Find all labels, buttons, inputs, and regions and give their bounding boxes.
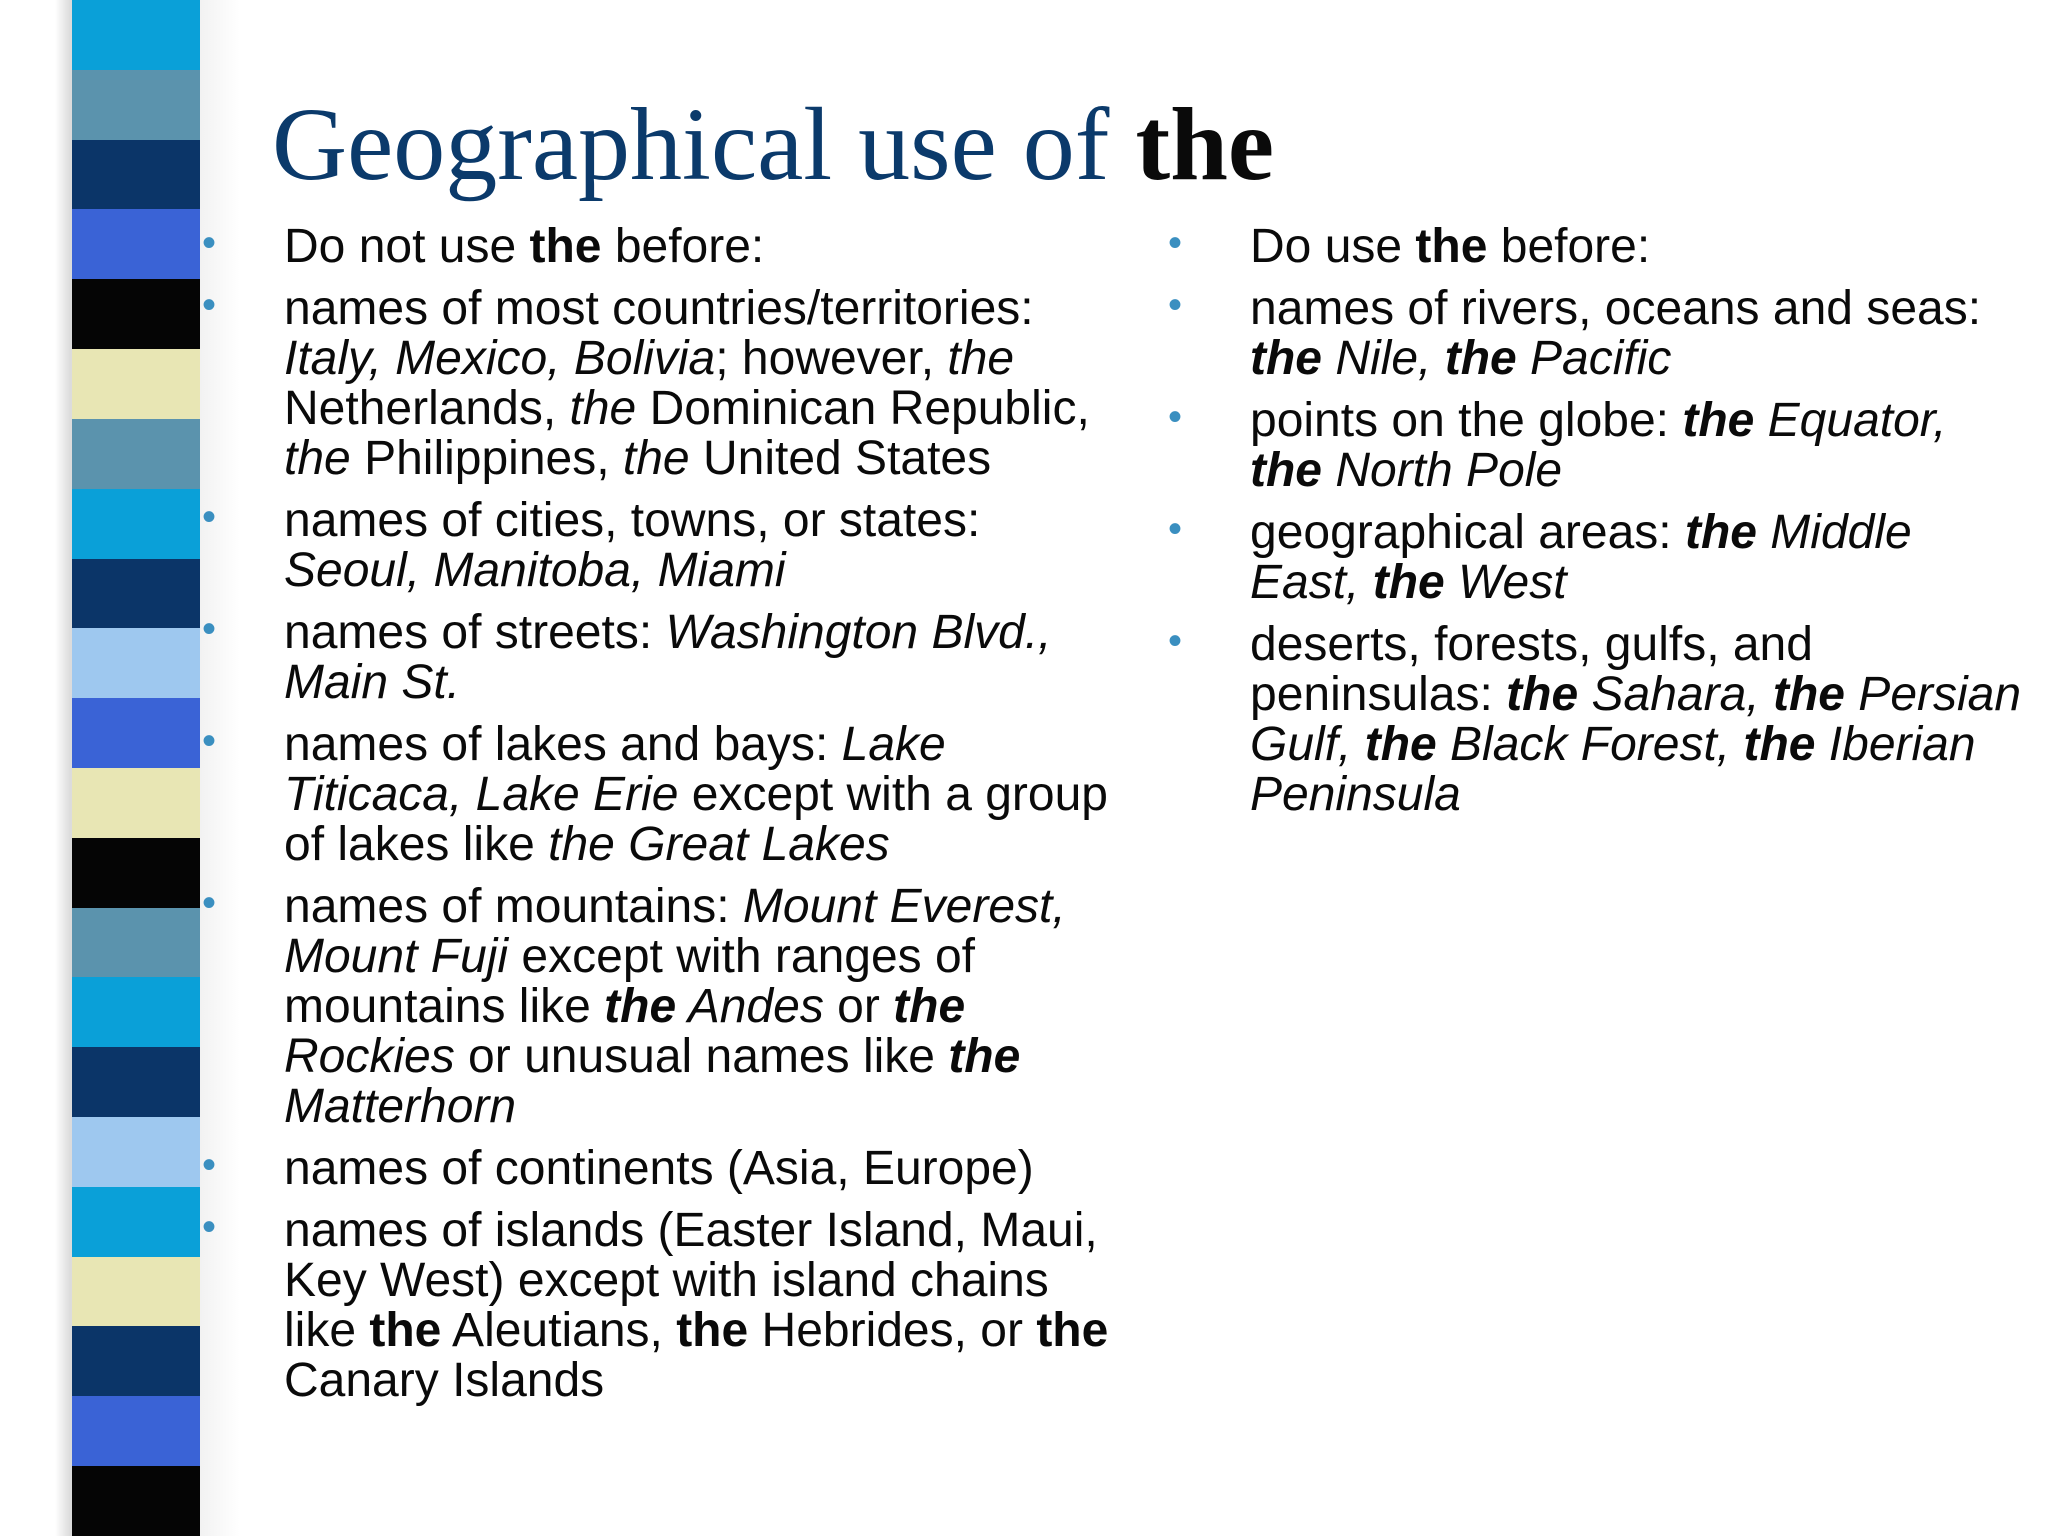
bullet-text-segment: names of cities, towns, or states: xyxy=(284,494,981,547)
bullet-text-segment: Black Forest, xyxy=(1436,718,1744,771)
slide-title-bold: the xyxy=(1135,87,1275,202)
stripe-segment xyxy=(72,1187,200,1257)
bullet-text-segment: the xyxy=(1364,718,1437,771)
stripe-segment xyxy=(72,489,200,559)
bullet-text-segment: the xyxy=(604,980,677,1033)
bullet-text-segment: geographical areas: xyxy=(1250,506,1685,559)
slide-title-regular: Geographical use of xyxy=(272,87,1136,202)
left-bullet-item xyxy=(202,222,1122,272)
right-bullet-item xyxy=(1168,396,2028,496)
bullet-dot-icon: • xyxy=(202,881,217,925)
bullet-text-segment: Middle East, xyxy=(1250,506,1912,609)
stripe-segment xyxy=(72,628,200,698)
slide-title xyxy=(272,88,1274,202)
bullet-text-segment: Mount Everest, Mount Fuji xyxy=(284,880,1066,983)
bullet-text-segment: the xyxy=(1036,1304,1109,1357)
bullet-text-segment: Equator, xyxy=(1754,394,1947,447)
left-bullet-item xyxy=(202,496,1122,596)
bullet-text-segment: the xyxy=(1506,668,1579,721)
stripe-segment xyxy=(72,349,200,419)
bullet-text-segment: names of mountains: xyxy=(284,880,743,933)
bullet-text-segment: Philippines, xyxy=(350,432,623,485)
bullet-text-segment: names of most countries/territories: xyxy=(284,282,1034,335)
bullet-text-segment: deserts, forests, gulfs, and peninsulas: xyxy=(1250,618,1813,721)
bullet-text-segment: except with ranges of mountains like xyxy=(284,930,976,1033)
bullet-text-segment: names of lakes and bays: xyxy=(284,718,842,771)
bullet-dot-icon: • xyxy=(1168,507,1183,551)
bullet-text-segment: points on the globe: xyxy=(1250,394,1683,447)
bullet-text-segment: Andes xyxy=(676,980,824,1033)
bullet-text-segment: Washington Blvd., Main St. xyxy=(284,606,1052,709)
bullet-text-segment: the xyxy=(1743,718,1816,771)
bullet-text-segment: or unusual names like xyxy=(454,1030,949,1083)
bullet-text-segment: the xyxy=(1684,506,1757,559)
bullet-dot-icon: • xyxy=(202,719,217,763)
bullet-text-segment: the Great Lakes xyxy=(548,818,890,871)
bullet-text-segment: the xyxy=(1250,444,1322,497)
bullet-text-segment: the xyxy=(1250,332,1322,385)
stripe-segment xyxy=(72,419,200,489)
decorative-stripe-bar xyxy=(72,0,200,1536)
bullet-text-segment: Canary Islands xyxy=(284,1354,605,1407)
bullet-text-segment: before: xyxy=(601,220,765,273)
bullet-text-segment: the xyxy=(1372,556,1445,609)
left-bullet-item xyxy=(202,608,1122,708)
stripe-segment xyxy=(72,559,200,629)
stripe-segment xyxy=(72,1047,200,1117)
stripe-segment xyxy=(72,1117,200,1187)
bullet-text-segment: Italy, Mexico, Bolivia xyxy=(284,332,716,385)
bullet-text-segment: the xyxy=(676,1304,749,1357)
bullet-dot-icon: • xyxy=(202,1205,217,1249)
bullet-dot-icon: • xyxy=(1168,221,1183,265)
bullet-text-segment: Pacific xyxy=(1516,332,1672,385)
bullet-text-segment: Seoul, Manitoba, Miami xyxy=(284,544,786,597)
bullet-dot-icon: • xyxy=(202,1143,217,1187)
bullet-text-segment: the xyxy=(947,332,1015,385)
bullet-dot-icon: • xyxy=(202,283,217,327)
bullet-text-segment: the xyxy=(569,382,637,435)
bullet-text-segment: names of rivers, oceans and seas: xyxy=(1250,282,1982,335)
bullet-text-segment: except with a group of lakes like xyxy=(284,768,1108,871)
bullet-text-segment: Aleutians, xyxy=(441,1304,677,1357)
right-bullet-list xyxy=(1168,222,2028,832)
bullet-text-segment: names of islands (Easter Island, Maui, Key West) except with island chains like xyxy=(284,1204,1098,1357)
bullet-text-segment: Do use xyxy=(1250,220,1416,273)
bullet-text-segment: Persian Gulf, xyxy=(1250,668,2022,771)
bullet-text-segment: Do not use xyxy=(284,220,530,273)
bullet-text-segment: Lake Titicaca, Lake Erie xyxy=(284,718,946,821)
stripe-segment xyxy=(72,1396,200,1466)
bullet-text-segment: the xyxy=(893,980,966,1033)
left-bullet-list xyxy=(202,222,1122,1418)
stripe-segment xyxy=(72,838,200,908)
right-bullet-item xyxy=(1168,508,2028,608)
left-bullet-item xyxy=(202,1144,1122,1194)
bullet-text-segment: Rockies xyxy=(284,1030,455,1083)
bullet-text-segment: North Pole xyxy=(1322,444,1563,497)
bullet-text-segment: the xyxy=(1772,668,1845,721)
bullet-text-segment: or xyxy=(823,980,894,1033)
stripe-segment xyxy=(72,70,200,140)
bullet-text-segment: the xyxy=(1444,332,1517,385)
bullet-dot-icon: • xyxy=(202,221,217,265)
bullet-text-segment: Netherlands, xyxy=(284,382,570,435)
bullet-text-segment: Matterhorn xyxy=(284,1080,517,1133)
right-bullet-item xyxy=(1168,284,2028,384)
bullet-text-segment: names of streets: xyxy=(284,606,666,659)
bullet-dot-icon: • xyxy=(1168,395,1183,439)
bullet-text-segment: the xyxy=(1415,220,1488,273)
bullet-text-segment: Sahara, xyxy=(1578,668,1773,721)
bullet-text-segment: the xyxy=(284,432,351,485)
stripe-segment xyxy=(72,279,200,349)
bullet-text-segment: the xyxy=(369,1304,442,1357)
bullet-text-segment: names of continents (Asia, Europe) xyxy=(284,1142,1034,1195)
stripe-segment xyxy=(72,0,200,70)
right-bullet-item xyxy=(1168,222,2028,272)
stripe-segment xyxy=(72,1466,200,1536)
bullet-text-segment: the xyxy=(622,432,690,485)
bullet-text-segment: ; however, xyxy=(715,332,948,385)
stripe-segment xyxy=(72,1326,200,1396)
bullet-text-segment: Nile, xyxy=(1322,332,1445,385)
left-bullet-item xyxy=(202,882,1122,1132)
bullet-text-segment: the xyxy=(529,220,602,273)
stripe-segment xyxy=(72,768,200,838)
stripe-segment xyxy=(72,698,200,768)
bullet-dot-icon: • xyxy=(202,495,217,539)
stripe-segment xyxy=(72,908,200,978)
stripe-segment xyxy=(72,977,200,1047)
bullet-text-segment: before: xyxy=(1487,220,1651,273)
bullet-text-segment: Iberian Peninsula xyxy=(1250,718,1976,821)
bullet-dot-icon: • xyxy=(1168,283,1183,327)
stripe-segment xyxy=(72,1257,200,1327)
bullet-text-segment: Dominican Republic, xyxy=(636,382,1090,435)
bullet-dot-icon: • xyxy=(202,607,217,651)
left-bullet-item xyxy=(202,720,1122,870)
stripe-segment xyxy=(72,209,200,279)
bullet-text-segment: the xyxy=(948,1030,1021,1083)
bullet-text-segment: United States xyxy=(689,432,992,485)
bullet-text-segment: West xyxy=(1444,556,1567,609)
bullet-text-segment: the xyxy=(1682,394,1755,447)
bullet-dot-icon: • xyxy=(1168,619,1183,663)
bullet-text-segment: Hebrides, or xyxy=(748,1304,1037,1357)
left-bullet-item xyxy=(202,284,1122,484)
right-bullet-item xyxy=(1168,620,2028,820)
left-bullet-item xyxy=(202,1206,1122,1406)
stripe-segment xyxy=(72,140,200,210)
